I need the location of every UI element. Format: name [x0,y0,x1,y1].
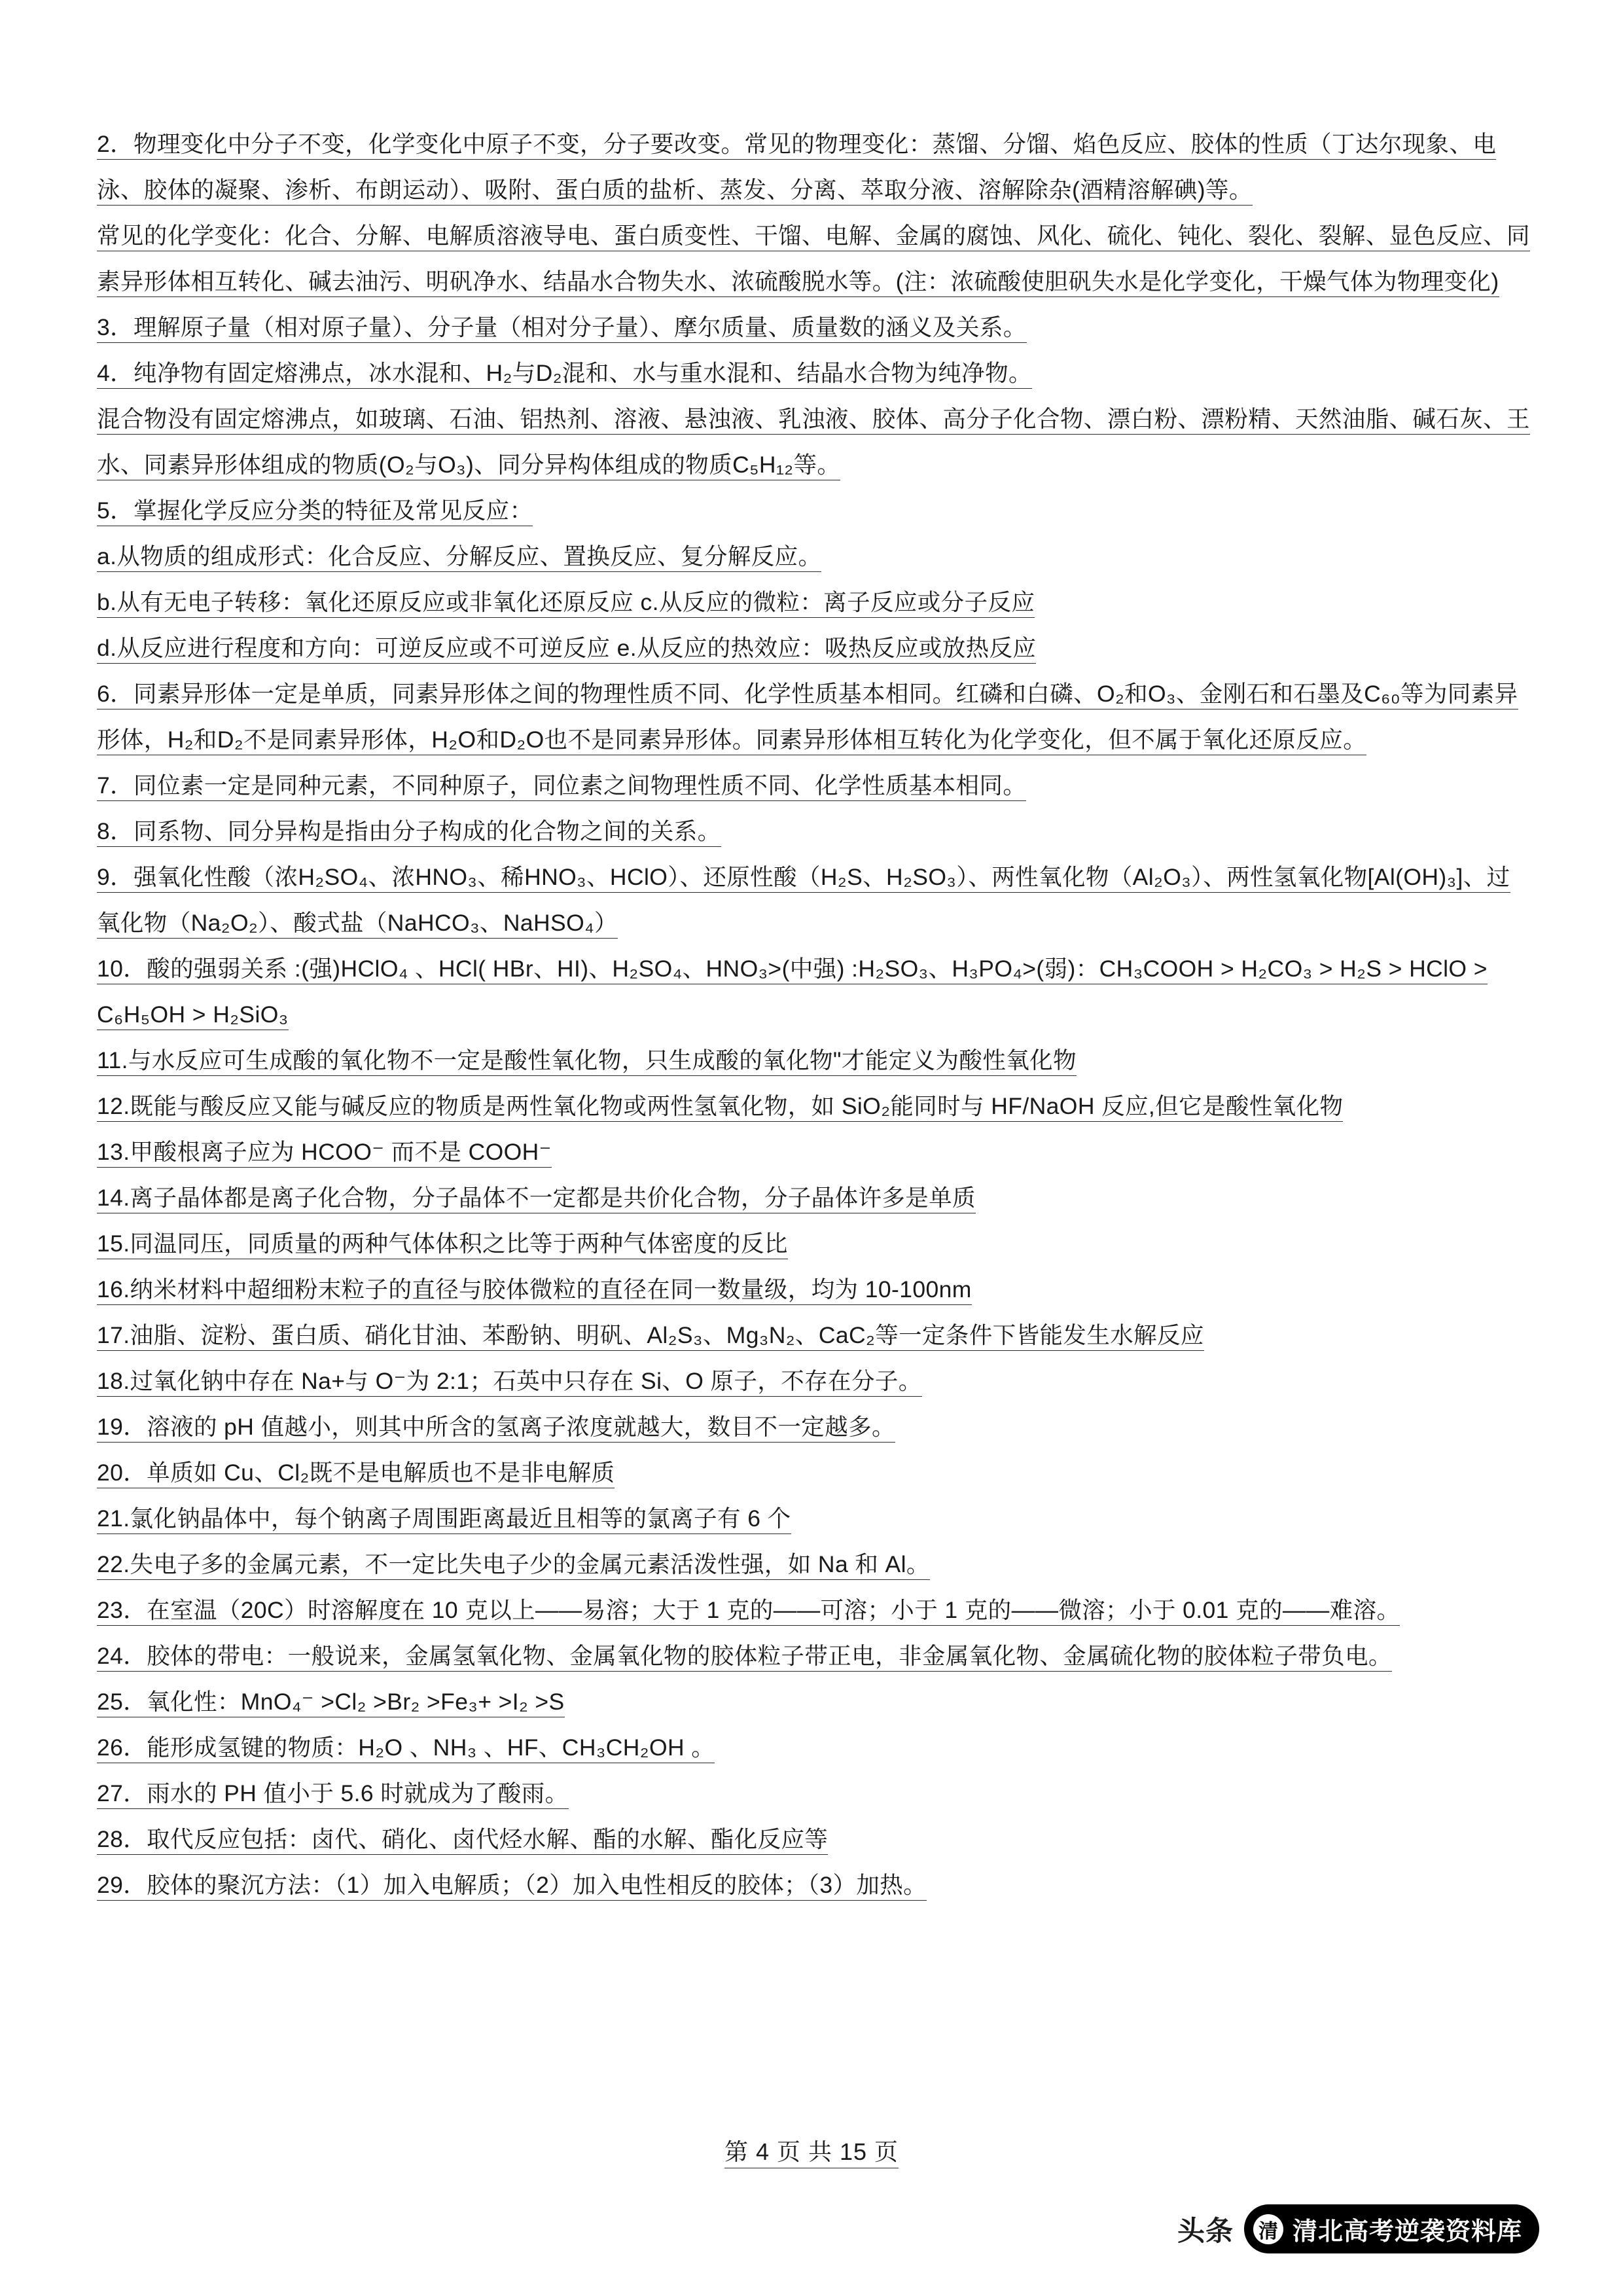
paragraph-text: 17.油脂、淀粉、蛋白质、硝化甘油、苯酚钠、明矾、Al₂S₃、Mg₃N₂、CaC₂等一定条件下皆能发生水解反应 [97,1322,1204,1351]
paragraph-14 [97,1175,1530,1221]
paragraph-12 [97,1083,1530,1129]
watermark-prefix: 头条 [1177,2215,1234,2246]
paragraph-text: 23．在室温（20C）时溶解度在 10 克以上——易溶；大于 1 克的——可溶；小于 1 克的——微溶；小于 0.01 克的——难溶。 [97,1597,1400,1626]
paragraph-22 [97,1541,1530,1587]
paragraph-text: 8．同系物、同分异构是指由分子构成的化合物之间的关系。 [97,818,721,847]
paragraph-text: 28．取代反应包括：卤代、硝化、卤代烃水解、酯的水解、酯化反应等 [97,1826,828,1855]
paragraph-11 [97,1037,1530,1083]
paragraph-23 [97,1587,1530,1633]
paragraph-text: 6．同素异形体一定是单质，同素异形体之间的物理性质不同、化学性质基本相同。红磷和白磷、O₂和O₃、金刚石和石墨及C₆₀等为同素异形体，H₂和D₂不是同素异形体，H₂O和D₂O也不是同素异形体。同素异形体相互转化为化学变化，但不属于氧化还原反应。 [97,681,1518,755]
paragraph-text: b.从有无电子转移：氧化还原反应或非氧化还原反应 c.从反应的微粒：离子反应或分子反应 [97,589,1035,618]
paragraph-21 [97,1496,1530,1541]
paragraph-9 [97,854,1530,946]
paragraph-text: 4．纯净物有固定熔沸点，冰水混和、H₂与D₂混和、水与重水混和、结晶水合物为纯净物。 [97,360,1032,389]
paragraph-text: 13.甲酸根离子应为 HCOO⁻ 而不是 COOH⁻ [97,1139,552,1168]
paragraph-text: d.从反应进行程度和方向：可逆反应或不可逆反应 e.从反应的热效应：吸热反应或放热反应 [97,635,1036,664]
paragraph-4 [97,350,1530,396]
paragraph-5a [97,533,1530,579]
page-footer-text: 第 4 页 共 15 页 [724,2138,899,2168]
watermark-badge-text: 清北高考逆袭资料库 [1292,2218,1522,2246]
paragraph-5d [97,625,1530,671]
paragraph-text: 18.过氧化钠中存在 Na+与 O⁻为 2:1；石英中只存在 Si、O 原子，不存在分子。 [97,1368,922,1397]
paragraph-text: 5．掌握化学反应分类的特征及常见反应： [97,497,533,526]
paragraph-text: 25．氧化性：MnO₄⁻ >Cl₂ >Br₂ >Fe₃+ >I₂ >S [97,1689,565,1717]
paragraph-28 [97,1816,1530,1862]
paragraph-text: 20．单质如 Cu、Cl₂既不是电解质也不是非电解质 [97,1460,615,1488]
paragraph-8 [97,808,1530,854]
paragraph-text: 10．酸的强弱关系 :(强)HClO₄ 、HCl( HBr、HI)、H₂SO₄、HNO₃>(中强) :H₂SO₃、H₃PO₄>(弱)：CH₃COOH > H₂CO₃ > H₂S > HClO > C₆H₅OH > H₂SiO₃ [97,956,1488,1030]
paragraph-29 [97,1862,1530,1908]
paragraph-5b [97,579,1530,625]
paragraph-text: 11.与水反应可生成酸的氧化物不一定是酸性氧化物，只生成酸的氧化物"才能定义为酸性氧化物 [97,1047,1077,1076]
paragraph-common-chemical-changes [97,213,1530,304]
paragraph-text: 2．物理变化中分子不变，化学变化中原子不变，分子要改变。常见的物理变化：蒸馏、分馏、焰色反应、胶体的性质（丁达尔现象、电泳、胶体的凝聚、渗析、布朗运动）、吸附、蛋白质的盐析、蒸发、分离、萃取分液、溶解除杂(酒精溶解碘)等。 [97,131,1496,206]
paragraph-text: 29．胶体的聚沉方法：（1）加入电解质；（2）加入电性相反的胶体；（3）加热。 [97,1872,927,1901]
paragraph-text: a.从物质的组成形式：化合反应、分解反应、置换反应、复分解反应。 [97,543,821,572]
paragraph-text: 16.纳米材料中超细粉末粒子的直径与胶体微粒的直径在同一数量级，均为 10-100nm [97,1276,972,1305]
page-footer [0,2134,1623,2167]
paragraph-text: 3．理解原子量（相对原子量）、分子量（相对分子量）、摩尔质量、质量数的涵义及关系。 [97,314,1027,343]
paragraph-text: 15.同温同压，同质量的两种气体体积之比等于两种气体密度的反比 [97,1230,788,1259]
document-body [97,121,1530,1908]
paragraph-18 [97,1358,1530,1404]
paragraph-25 [97,1679,1530,1725]
paragraph-text: 混合物没有固定熔沸点，如玻璃、石油、铝热剂、溶液、悬浊液、乳浊液、胶体、高分子化合物、漂白粉、漂粉精、天然油脂、碱石灰、王水、同素异形体组成的物质(O₂与O₃)、同分异构体组成的物质C₅H₁₂等。 [97,406,1530,480]
paragraph-6 [97,671,1530,762]
paragraph-27 [97,1770,1530,1816]
paragraph-10 [97,946,1530,1037]
paragraph-text: 22.失电子多的金属元素，不一定比失电子少的金属元素活泼性强，如 Na 和 Al。 [97,1551,930,1580]
paragraph-24 [97,1633,1530,1679]
paragraph-26 [97,1725,1530,1770]
paragraph-text: 26．能形成氢键的物质：H₂O 、NH₃ 、HF、CH₃CH₂OH 。 [97,1734,715,1763]
paragraph-text: 24．胶体的带电：一般说来，金属氢氧化物、金属氧化物的胶体粒子带正电，非金属氧化物、金属硫化物的胶体粒子带负电。 [97,1643,1392,1672]
paragraph-7 [97,762,1530,808]
watermark-logo-icon: 清 [1253,2214,1283,2244]
paragraph-mixtures [97,396,1530,488]
paragraph-text: 9．强氧化性酸（浓H₂SO₄、浓HNO₃、稀HNO₃、HClO）、还原性酸（H₂S、H₂SO₃）、两性氧化物（Al₂O₃）、两性氢氧化物[Al(OH)₃]、过氧化物（Na₂O₂）、酸式盐（NaHCO₃、NaHSO₄） [97,864,1510,939]
paragraph-5 [97,488,1530,533]
paragraph-text: 14.离子晶体都是离子化合物，分子晶体不一定都是共价化合物，分子晶体许多是单质 [97,1185,976,1213]
watermark [1177,2204,1539,2253]
paragraph-16 [97,1266,1530,1312]
paragraph-3 [97,304,1530,350]
watermark-badge [1244,2204,1539,2253]
paragraph-13 [97,1129,1530,1175]
paragraph-20 [97,1450,1530,1496]
paragraph-text: 7．同位素一定是同种元素，不同种原子，同位素之间物理性质不同、化学性质基本相同。 [97,772,1026,801]
paragraph-15 [97,1221,1530,1266]
paragraph-text: 27．雨水的 PH 值小于 5.6 时就成为了酸雨。 [97,1780,569,1809]
paragraph-text: 常见的化学变化：化合、分解、电解质溶液导电、蛋白质变性、干馏、电解、金属的腐蚀、风化、硫化、钝化、裂化、裂解、显色反应、同素异形体相互转化、碱去油污、明矾净水、结晶水合物失水、浓硫酸脱水等。(注：浓硫酸使胆矾失水是化学变化，干燥气体为物理变化) [97,223,1530,297]
paragraph-17 [97,1312,1530,1358]
paragraph-19 [97,1404,1530,1450]
paragraph-text: 21.氯化钠晶体中，每个钠离子周围距离最近且相等的氯离子有 6 个 [97,1505,791,1534]
paragraph-text: 19．溶液的 pH 值越小，则其中所含的氢离子浓度就越大，数目不一定越多。 [97,1414,895,1443]
paragraph-2 [97,121,1530,213]
paragraph-text: 12.既能与酸反应又能与碱反应的物质是两性氧化物或两性氢氧化物，如 SiO₂能同时与 HF/NaOH 反应,但它是酸性氧化物 [97,1093,1343,1122]
